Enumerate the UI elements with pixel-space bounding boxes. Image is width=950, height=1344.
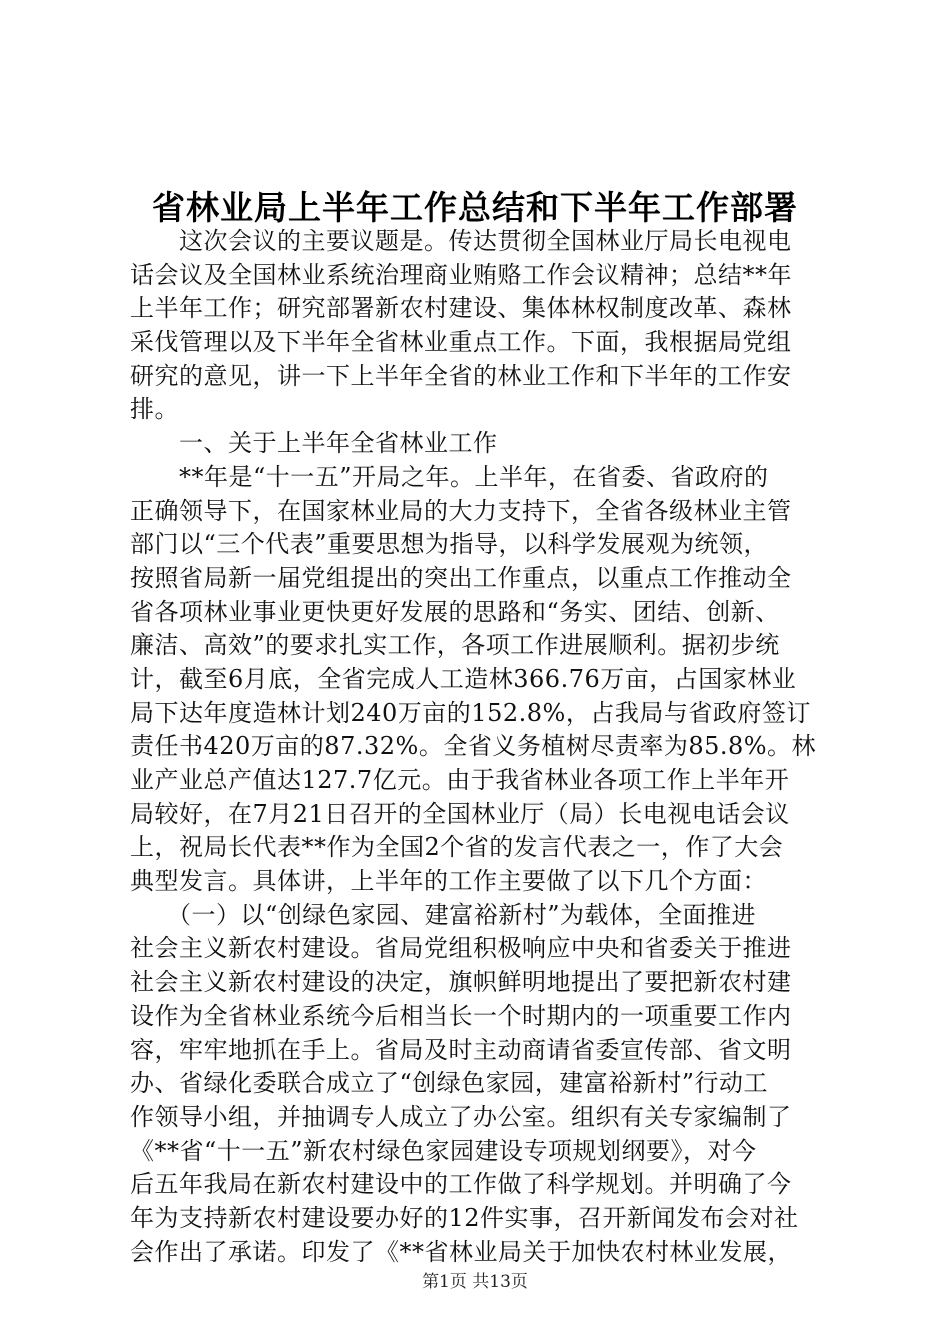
body-line: 典型发言。具体讲，上半年的工作主要做了以下几个方面：: [130, 867, 767, 896]
body-line: 这次会议的主要议题是。传达贯彻全国林业厅局长电视电: [130, 227, 792, 255]
body-line: 社会主义新农村建设。省局党组积极响应中央和省委关于推进: [130, 934, 792, 963]
body-line: 社会主义新农村建设的决定，旗帜鲜明地提出了要把新农村建: [130, 968, 792, 997]
body-line: 年为支持新农村建设要办好的12件实事，召开新闻发布会对社: [130, 1203, 799, 1232]
body-line: 《**省“十一五”新农村绿色家园建设专项规划纲要》，对今: [130, 1136, 757, 1165]
body-line: 容，牢牢地抓在手上。省局及时主动商请省委宣传部、省文明: [130, 1035, 792, 1064]
body-line: 廉洁、高效”的要求扎实工作，各项工作进展顺利。据初步统: [130, 631, 780, 660]
body-line: 上半年工作；研究部署新农村建设、集体林权制度改革、森林: [130, 294, 792, 323]
section-heading: 一、关于上半年全省林业工作: [130, 429, 498, 458]
body-line: 部门以“三个代表”重要思想为指导，以科学发展观为统领，: [130, 530, 769, 559]
body-line: 后五年我局在新农村建设中的工作做了科学规划。并明确了今: [130, 1170, 792, 1199]
body-line: 局下达年度造林计划240万亩的152.8%，占我局与省政府签订: [130, 698, 811, 727]
document-body: [130, 225, 830, 1269]
body-line: 计，截至6月底，全省完成人工造林366.76万亩，占国家林业: [130, 664, 797, 693]
body-line: 按照省局新一届党组提出的突出工作重点，以重点工作推动全: [130, 563, 792, 592]
body-line: 设作为全省林业系统今后相当长一个时期内的一项重要工作内: [130, 1001, 792, 1030]
body-line: 研究的意见，讲一下上半年全省的林业工作和下半年的工作安: [130, 361, 792, 390]
body-line: 排。: [130, 395, 179, 424]
body-line: **年是“十一五”开局之年。上半年，在省委、省政府的: [130, 462, 769, 491]
page-number: 第1页 共13页: [422, 1272, 528, 1292]
body-line: 话会议及全国林业系统治理商业贿赂工作会议精神；总结**年: [130, 260, 792, 289]
body-line: 省各项林业事业更快更好发展的思路和“务实、团结、创新、: [130, 597, 780, 626]
body-line: 会作出了承诺。印发了《**省林业局关于加快农村林业发展，: [130, 1237, 792, 1266]
document-title: 省林业局上半年工作总结和下半年工作部署: [152, 188, 798, 227]
body-line: 办、省绿化委联合成立了“创绿色家园，建富裕新村”行动工: [130, 1069, 769, 1098]
body-line: 责任书420万亩的87.32%。全省义务植树尽责率为85.8%。林: [130, 732, 817, 761]
body-line: 作领导小组，并抽调专人成立了办公室。组织有关专家编制了: [130, 1102, 792, 1131]
body-line: 业产业总产值达127.7亿元。由于我省林业各项工作上半年开: [130, 766, 790, 794]
body-line: 正确领导下，在国家林业局的大力支持下，全省各级林业主管: [130, 496, 792, 525]
body-line: 采伐管理以及下半年全省林业重点工作。下面，我根据局党组: [130, 328, 792, 357]
body-line: 局较好，在7月21日召开的全国林业厅（局）长电视电话会议: [130, 799, 790, 828]
body-line: （一）以“创绿色家园、建富裕新村”为载体，全面推进: [130, 900, 757, 929]
body-line: 上，祝局长代表**作为全国2个省的发言代表之一，作了大会: [130, 833, 784, 862]
